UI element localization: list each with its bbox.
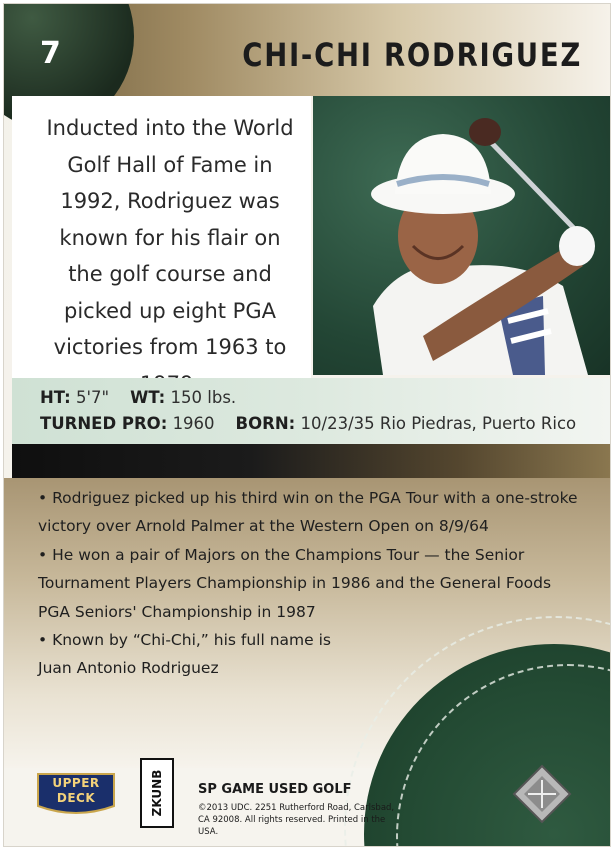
weight-label: WT:	[130, 388, 166, 407]
logo-text: UPPER DECK	[52, 776, 100, 805]
stats-line-2	[40, 414, 576, 433]
fact-item: • He won a pair of Majors on the Champions Tour — the Senior Tournament Players Championship in 1986 and the General Foods PGA Seniors' Championship in 1987	[38, 546, 552, 621]
height-label: HT:	[40, 388, 71, 407]
fact-item: • Rodriguez picked up his third win on the PGA Tour with a one-stroke victory over Arnold Palmer at the Western Open on 8/9/64	[38, 489, 578, 536]
set-name: SP GAME USED GOLF	[198, 782, 352, 797]
card-code: ZKUNB	[150, 769, 164, 817]
hologram-icon	[512, 764, 572, 824]
stats-line-1	[40, 388, 236, 407]
turned-pro-label: TURNED PRO:	[40, 414, 168, 433]
player-photo	[313, 96, 610, 375]
legal-text: ©2013 UDC. 2251 Rutherford Road, Carlsbad, CA 92008. All rights reserved. Printed in the USA.	[198, 803, 395, 837]
player-name: CHI-CHI RODRIGUEZ	[242, 36, 582, 74]
card-code-box	[140, 758, 174, 828]
fact-item: • Known by “Chi-Chi,” his full name is Juan Antonio Rodriguez	[38, 631, 331, 678]
bio-text: Inducted into the World Golf Hall of Fame in 1992, Rodriguez was known for his flair on the golf course and picked up eight PGA victories from 1963 to	[46, 116, 294, 359]
height-value: 5'7"	[76, 388, 110, 407]
turned-pro-value: 1960	[172, 414, 215, 433]
weight-value: 150 lbs.	[170, 388, 237, 407]
born-value: 10/23/35 Rio Piedras, Puerto Rico	[300, 414, 577, 433]
bio-box	[12, 96, 311, 378]
golfer-illustration-icon	[313, 96, 610, 375]
born-label: BORN:	[235, 414, 296, 433]
upper-deck-logo-icon	[34, 768, 118, 820]
stats-band	[12, 378, 610, 444]
footer	[4, 746, 610, 846]
card-number: 7	[40, 36, 61, 71]
divider-bar	[12, 444, 610, 478]
trading-card-back	[3, 3, 611, 847]
